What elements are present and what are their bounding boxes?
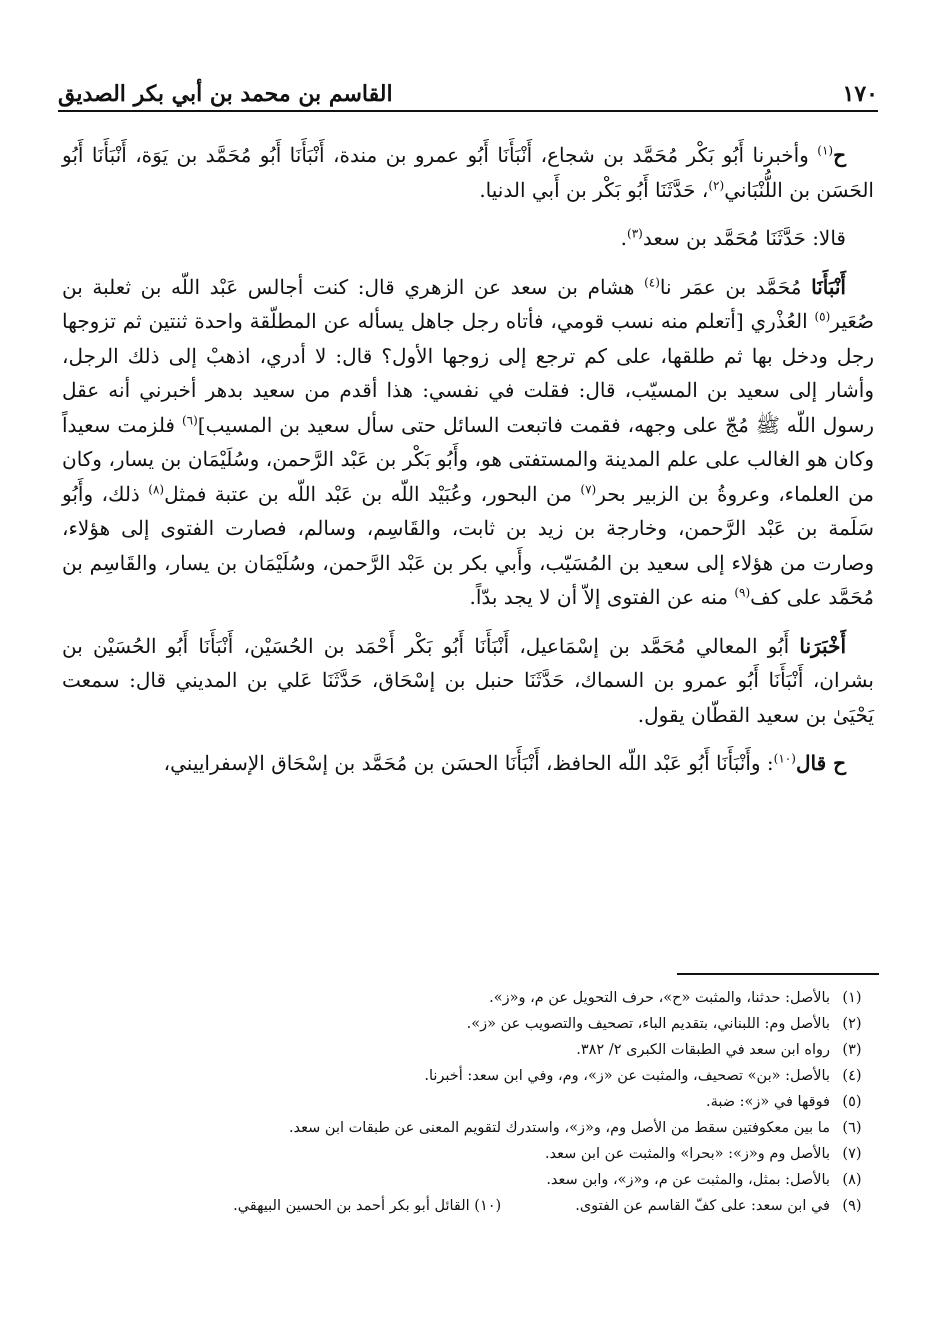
footnote-number: (٤): [842, 1068, 862, 1084]
page-number: ١٧٠: [842, 81, 878, 107]
footnote-text: رواه ابن سعد في الطبقات الكبرى ٢/ ٣٨٢.: [576, 1042, 830, 1058]
footnote-ref: (٩): [734, 585, 751, 600]
footnote-text: بالأصل: «بن» تصحيف، والمثبت عن «ز»، وم، وفي ابن سعد: أخبرنا.: [424, 1068, 830, 1084]
footnote-ref: (١): [817, 143, 834, 158]
footnote-text: (١٠) القائل أبو بكر أحمد بن الحسين البيهقي.: [233, 1198, 502, 1214]
footnote-text: ما بين معكوفتين سقط من الأصل وم، و«ز»، واستدرك لتقويم المعنى عن طبقات ابن سعد.: [288, 1120, 830, 1136]
footnote: [62, 1037, 874, 1063]
footnote-text: بالأصل وم: اللبناني، بتقديم الباء، تصحيف والتصويب عن «ز».: [466, 1016, 830, 1032]
footnote-text: في ابن سعد: على كفّ القاسم عن الفتوى.: [575, 1198, 830, 1214]
footnote: [62, 1115, 874, 1141]
footnote: [62, 1011, 874, 1037]
paragraph-text: منه عن الفتوى إلاّ أن لا يجد بدّاً.: [469, 585, 735, 609]
paragraph-text: قالا: حَدَّثَنَا مُحَمَّد بن سعد: [642, 226, 846, 250]
footnotes: [62, 985, 874, 1219]
footnote-text: بالأصل وم و«ز»: «بحرا» والمثبت عن ابن سعد.: [544, 1146, 830, 1162]
paragraph-text: مُحَمَّد بن عمَر نا: [659, 274, 812, 299]
footnote-ref: (٣): [627, 226, 643, 241]
footnote-ref: (١٠): [773, 751, 796, 766]
paragraph: [62, 629, 874, 733]
footnote-number: (١): [842, 990, 862, 1006]
running-title: القاسم بن محمد بن أبي بكر الصديق: [58, 81, 393, 107]
paragraph-text: ، حَدَّثَنَا أَبُو بَكْر بن أَبي الدنيا.: [479, 177, 709, 202]
footnote-number: (٣): [842, 1042, 862, 1058]
footnote-number: (٨): [842, 1172, 862, 1188]
footnote-text: بالأصل: حدثنا، والمثبت «ح»، حرف التحويل عن م، و«ز».: [489, 990, 830, 1006]
footnote-ref: (٥): [814, 309, 831, 324]
footnote: [62, 1063, 874, 1089]
paragraph: [62, 270, 874, 615]
footnote: [62, 1167, 874, 1193]
paragraph-text: : وأَنْبَأَنَا أَبُو عَبْد اللّه الحافظ، أَنْبَأَنَا الحسَن بن مُحَمَّد بن إسْحَاق الإسفراييني،: [163, 751, 774, 775]
footnote-text: بالأصل: بمثل، والمثبت عن م، و«ز»، وابن سعد.: [546, 1172, 830, 1188]
footnote-ref: (٦): [181, 412, 198, 427]
paragraph-text: أَبُو المعالي مُحَمَّد بن إسْمَاعيل، أَنْبَأَنَا أَبُو بَكْر أَحْمَد بن الحُسَيْن، أَنْبَأَنَا أَبُو الحُسَيْن بن بشران، أَنْبَأَنَا أَبُو عمرو بن السماك، حَدَّثَنَا حنبل بن إسْحَاق، حَدَّثَنَا عَلي بن المديني قال: سمعت يَحْيَىٰ بن سعيد القطّان يقول.: [62, 633, 874, 727]
footnote: [62, 985, 874, 1011]
paragraph-text: من البحور، وعُبَيْد اللّه بن عَبْد اللّه بن عتبة فمثل: [164, 481, 581, 506]
paragraph: [62, 221, 874, 256]
footnote: [62, 1141, 874, 1167]
paragraph-text: هشام بن سعد عن الزهري قال: كنت أجالس عَبْد اللّه بن ثعلبة بن صُعَير: [62, 274, 874, 333]
paragraph-text: ذلك، وأَبُو سَلَمة بن عَبْد الرَّحمن، وخارجة بن زيد بن ثابت، والقَاسِم، وسالم، فصارت الفتوى إلى هؤلاء، وصارت من هؤلاء إلى سعيد بن المُسَيّب، وأَبي بكر بن عَبْد الرَّحمن، وسُلَيْمَان بن يسار، والقَاسِم بن مُحَمَّد على كف: [62, 481, 874, 609]
paragraph-lead: أَنْبَأَنَا: [811, 274, 846, 299]
footnote-number: (٧): [842, 1146, 862, 1162]
footnote-ref: (٨): [148, 481, 165, 496]
paragraph-lead: ح: [833, 143, 846, 167]
running-header: [58, 72, 878, 112]
footnote: [62, 1193, 874, 1219]
paragraph-lead: أَخْبَرَنا: [799, 633, 846, 658]
footnote-number: (٥): [842, 1094, 862, 1110]
paragraph-text: العُذْري [أتعلم منه نسب قومي، فأتاه رجل جاهل يسأله عن المطلّقة واحدة ثنتين ثم تزوجها رجل ودخل بها ثم طلقها، على كم ترجع إلى زوجها الأول؟ قال: لا أدري، اذهبْ إلى ذلك الرجل، وأشار إلى سعيد بن المسيّب، قال: فقلت في نفسي: هذا أقدم من سعيد بدهر أخبرني أنه عقل رسول اللّه ﷺ مُجّ على وجهه، فقمت فاتبعت السائل حتى سأل سعيد بن المسيب]: [62, 309, 875, 437]
footnote-separator: [677, 973, 879, 975]
main-text: [62, 138, 874, 795]
footnote-number: (٢): [842, 1016, 862, 1032]
paragraph-text: .: [620, 226, 627, 250]
footnote: [62, 1089, 874, 1115]
paragraph-lead: ح قال: [795, 751, 846, 775]
footnote-ref: (٤): [644, 274, 660, 289]
footnote-text: فوقها في «ز»: ضبة.: [705, 1094, 830, 1110]
paragraph-text: فلزمت سعيداً وكان هو الغالب على علم المدينة والمستفتى هو، وأَبُو بَكْر بن عَبْد الرَّحمن، وسُلَيْمَان بن يسار، وكان من العلماء، وعروةُ بن الزبير بحر: [62, 412, 875, 506]
paragraph: [62, 746, 874, 781]
footnote-number: (٩): [842, 1198, 862, 1214]
footnote-ref: (٧): [580, 481, 597, 496]
footnote-ref: (٢): [708, 177, 725, 192]
paragraph-text: وأخبرنا أَبُو بَكْر مُحَمَّد بن شجاع، أَنْبَأَنَا أَبُو عمرو بن مندة، أَنْبَأَنَا أَبُو مُحَمَّد بن يَوَة، أَنْبَأَنَا أَبُو الحَسَن بن اللُّنْبَاني: [62, 143, 874, 202]
footnote-number: (٦): [842, 1120, 862, 1136]
paragraph: [62, 138, 874, 207]
